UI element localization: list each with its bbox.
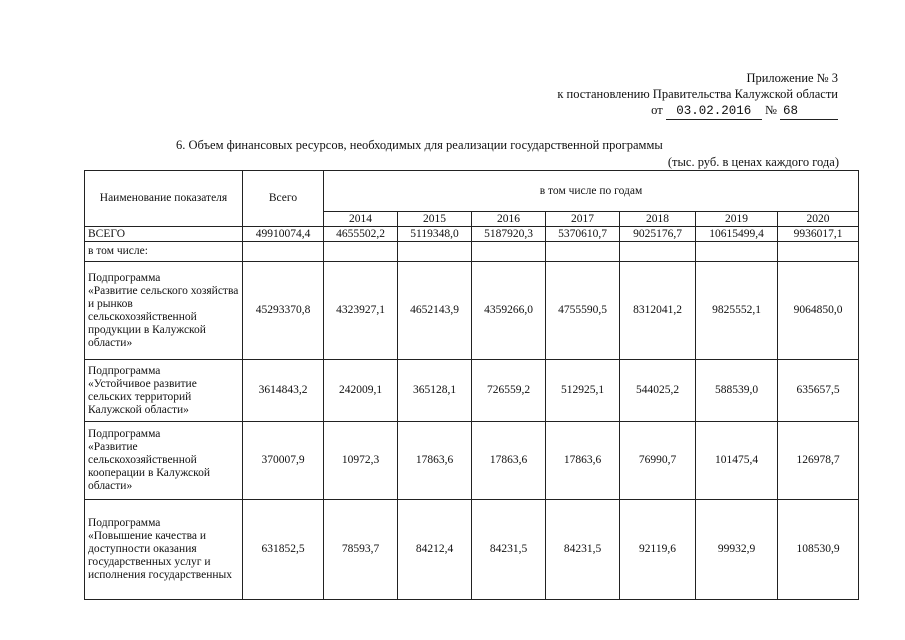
header-by-years: в том числе по годам (324, 171, 859, 212)
number-prefix: № (764, 103, 777, 117)
appendix-reference: к постановлению Правительства Калужской области (557, 87, 838, 101)
appendix-title: Приложение № 3 (746, 71, 838, 85)
subprogram-year-value: 92119,6 (620, 500, 696, 600)
total-row-value: 5370610,7 (546, 227, 620, 242)
subprogram-year-value: 4755590,5 (546, 262, 620, 360)
section-title: 6. Объем финансовых ресурсов, необходимых для реализации государственной программы (176, 138, 663, 152)
total-row-value: 9936017,1 (778, 227, 859, 242)
subprogram-year-value: 84231,5 (546, 500, 620, 600)
subprogram-year-value: 17863,6 (546, 422, 620, 500)
date-prefix: от (651, 103, 663, 117)
total-row-sum: 49910074,4 (243, 227, 324, 242)
subprogram-year-value: 8312041,2 (620, 262, 696, 360)
subprogram-year-value: 4652143,9 (398, 262, 472, 360)
including-label: в том числе: (85, 242, 243, 262)
subprogram-name: Подпрограмма «Устойчивое развитие сельских территорий Калужской области» (85, 360, 243, 422)
subprogram-year-value: 10972,3 (324, 422, 398, 500)
subprogram-total: 45293370,8 (243, 262, 324, 360)
subprogram-row (85, 360, 859, 422)
year-header: 2019 (696, 212, 778, 227)
total-row-value: 4655502,2 (324, 227, 398, 242)
subprogram-year-value: 126978,7 (778, 422, 859, 500)
total-row-value: 5187920,3 (472, 227, 546, 242)
subprogram-year-value: 78593,7 (324, 500, 398, 600)
year-header: 2018 (620, 212, 696, 227)
total-row-value: 5119348,0 (398, 227, 472, 242)
appendix-date-line (557, 102, 838, 120)
year-header: 2017 (546, 212, 620, 227)
subprogram-year-value: 9064850,0 (778, 262, 859, 360)
total-row (85, 227, 859, 242)
subprogram-name: Подпрограмма «Повышение качества и доступности оказания государственных услуг и исполнения государственных (85, 500, 243, 600)
year-header: 2014 (324, 212, 398, 227)
subprogram-year-value: 726559,2 (472, 360, 546, 422)
subprogram-year-value: 101475,4 (696, 422, 778, 500)
subprogram-name: Подпрограмма «Развитие сельского хозяйства и рынков сельскохозяйственной продукции в Калужской области» (85, 262, 243, 360)
header-total: Всего (243, 171, 324, 227)
subprogram-year-value: 99932,9 (696, 500, 778, 600)
year-header: 2016 (472, 212, 546, 227)
decree-date: 03.02.2016 (666, 103, 762, 120)
subprogram-year-value: 635657,5 (778, 360, 859, 422)
subprogram-year-value: 4323927,1 (324, 262, 398, 360)
subprogram-year-value: 84231,5 (472, 500, 546, 600)
units-note: (тыс. руб. в ценах каждого года) (667, 155, 839, 169)
total-row-value: 9025176,7 (620, 227, 696, 242)
subprogram-total: 3614843,2 (243, 360, 324, 422)
financial-resources-table (84, 170, 859, 600)
subprogram-row (85, 422, 859, 500)
total-row-value: 10615499,4 (696, 227, 778, 242)
appendix-block (557, 70, 838, 120)
subprogram-year-value: 76990,7 (620, 422, 696, 500)
subprogram-year-value: 9825552,1 (696, 262, 778, 360)
subprogram-year-value: 4359266,0 (472, 262, 546, 360)
subprogram-year-value: 108530,9 (778, 500, 859, 600)
decree-number: 68 (780, 103, 838, 120)
subprogram-total: 370007,9 (243, 422, 324, 500)
subprogram-year-value: 242009,1 (324, 360, 398, 422)
subprogram-row (85, 500, 859, 600)
subprogram-total: 631852,5 (243, 500, 324, 600)
year-header: 2015 (398, 212, 472, 227)
subprogram-year-value: 365128,1 (398, 360, 472, 422)
subprogram-year-value: 84212,4 (398, 500, 472, 600)
header-name: Наименование показателя (85, 171, 243, 227)
subprogram-name: Подпрограмма «Развитие сельскохозяйственной кооперации в Калужской области» (85, 422, 243, 500)
year-header: 2020 (778, 212, 859, 227)
header-row (85, 171, 859, 212)
subprogram-year-value: 544025,2 (620, 360, 696, 422)
including-row (85, 242, 859, 262)
subprogram-year-value: 588539,0 (696, 360, 778, 422)
subprogram-row (85, 262, 859, 360)
subprogram-year-value: 17863,6 (398, 422, 472, 500)
subprogram-year-value: 512925,1 (546, 360, 620, 422)
total-row-label: ВСЕГО (85, 227, 243, 242)
subprogram-year-value: 17863,6 (472, 422, 546, 500)
